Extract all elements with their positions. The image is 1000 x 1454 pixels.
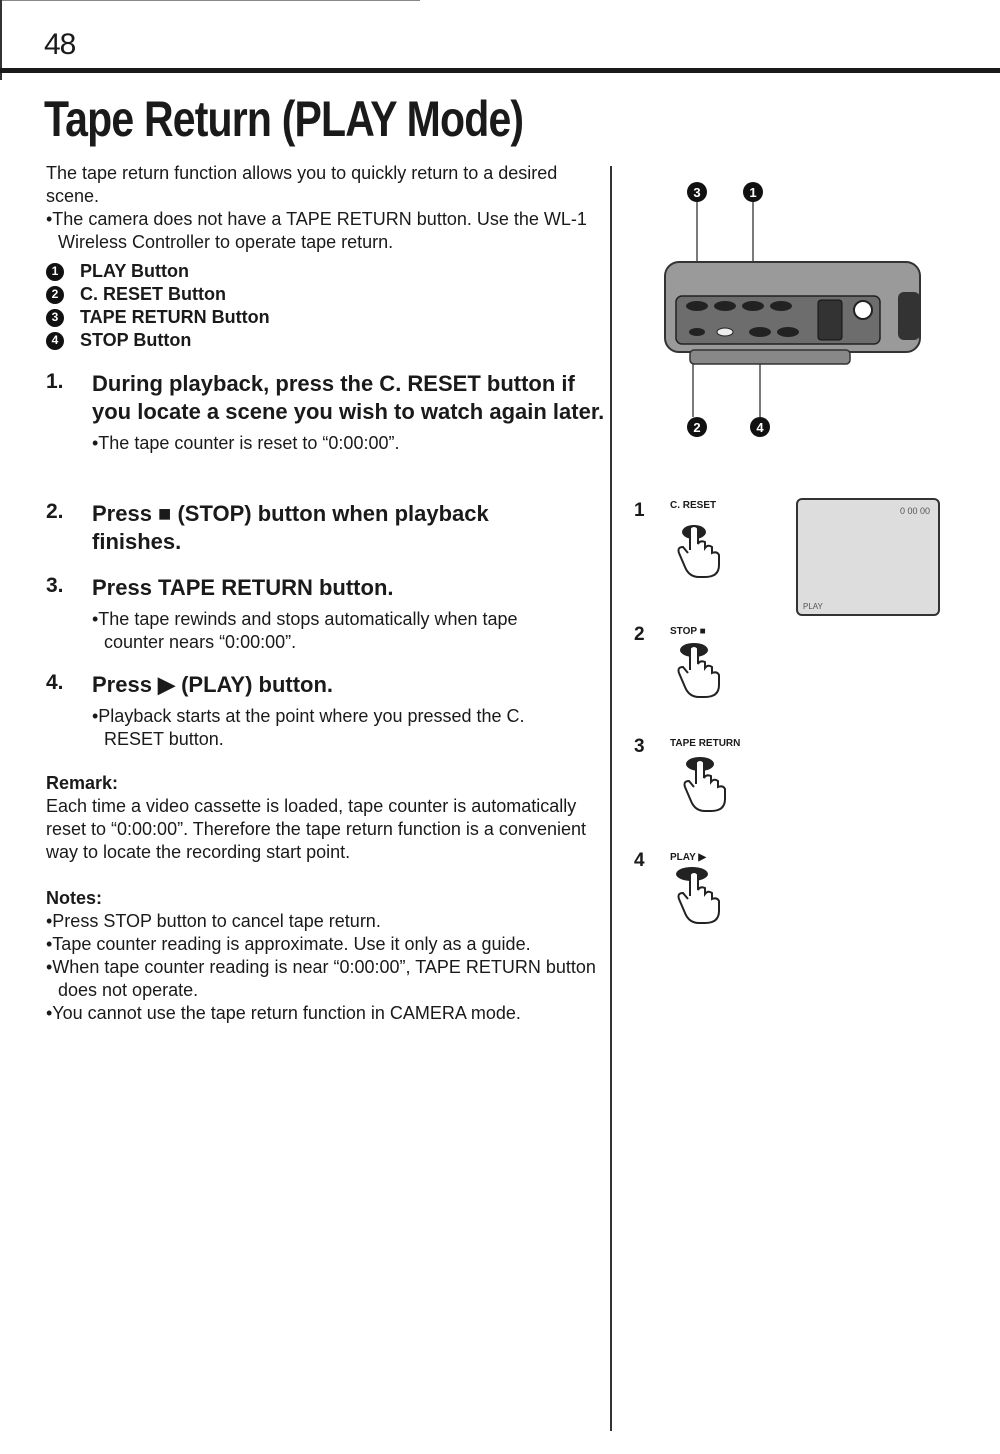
step-2 [46,500,606,556]
remark-text: Each time a video cassette is loaded, tape counter is automatically reset to “0:00:00”. Therefore the tape return function is a convenient way to locate the recording start point. [46,796,586,862]
tape-counter: 0 00 00 [899,506,930,516]
remote-controller-illustration [660,170,960,450]
intro-bullet: •The camera does not have a TAPE RETURN button. Use the WL-1 Wireless Controller to operate tape return. [46,209,587,252]
step-heading: Press ▶ (PLAY) button. [92,672,334,697]
fig-step-number: 1 [634,500,645,521]
fig-step-label: C. RESET [670,500,717,511]
step-1 [46,370,606,455]
callout-number: 1 [46,263,64,281]
note-item: •When tape counter reading is near “0:00:00”, TAPE RETURN button does not operate. [46,957,596,1000]
step-heading: Press ■ (STOP) button when playback finishes. [92,501,489,554]
fig-step-number: 4 [634,850,645,871]
legend-item [46,283,270,306]
page-number: 48 [44,28,76,61]
notes-heading: Notes: [46,888,103,908]
remark-heading: Remark: [46,773,119,793]
step-number: 1. [46,370,64,393]
legend-label: TAPE RETURN Button [80,307,270,327]
callout-4: 4 [756,420,764,435]
step-note: •Playback starts at the point where you pressed the C. RESET button. [92,706,525,749]
fig-step-label: PLAY ▶ [670,852,707,863]
step-3 [46,574,606,654]
note-item: •Press STOP button to cancel tape return. [46,911,381,931]
intro-text: The tape return function allows you to quickly return to a desired scene. [46,163,558,206]
pressing-hand-icon [670,752,750,816]
callout-3: 3 [693,185,701,200]
header-rule [0,68,1000,73]
fig-step-label: STOP ■ [670,626,706,637]
fig-step-number: 3 [634,736,645,757]
step-number: 3. [46,574,64,597]
note-item: •Tape counter reading is approximate. Use it only as a guide. [46,934,531,954]
pressing-hand-icon [670,864,750,928]
viewfinder-screen [796,498,940,616]
step-note: •The tape rewinds and stops automatically when tape counter nears “0:00:00”. [92,609,518,652]
step-4 [46,671,606,751]
page-title: Tape Return (PLAY Mode) [44,91,524,147]
fig-step-label: TAPE RETURN [670,738,741,749]
legend-label: STOP Button [80,330,192,350]
callout-number: 4 [46,332,64,350]
column-divider [610,166,612,1431]
pressing-hand-icon [670,518,750,582]
legend-item [46,329,270,352]
callout-number: 3 [46,309,64,327]
pressing-hand-icon [670,638,750,702]
legend-item [46,260,270,283]
legend-label: C. RESET Button [80,284,226,304]
legend-label: PLAY Button [80,261,190,281]
step-heading: During playback, press the C. RESET button if you locate a scene you wish to watch again later. [92,371,605,424]
note-item: •You cannot use the tape return function in CAMERA mode. [46,1003,521,1023]
legend-item [46,306,270,329]
step-heading: Press TAPE RETURN button. [92,575,394,600]
callout-1: 1 [749,185,757,200]
intro [46,162,596,254]
mode-indicator: PLAY [803,602,823,611]
step-note: •The tape counter is reset to “0:00:00”. [92,433,400,453]
step-number: 2. [46,500,64,523]
callout-number: 2 [46,286,64,304]
top-thin-rule [0,0,420,1]
ir-window [898,292,920,340]
button-legend [46,260,270,352]
step-number: 4. [46,671,64,694]
callout-2: 2 [693,420,701,435]
fig-step-number: 2 [634,624,645,645]
notes [46,887,606,1025]
remark [46,772,606,864]
